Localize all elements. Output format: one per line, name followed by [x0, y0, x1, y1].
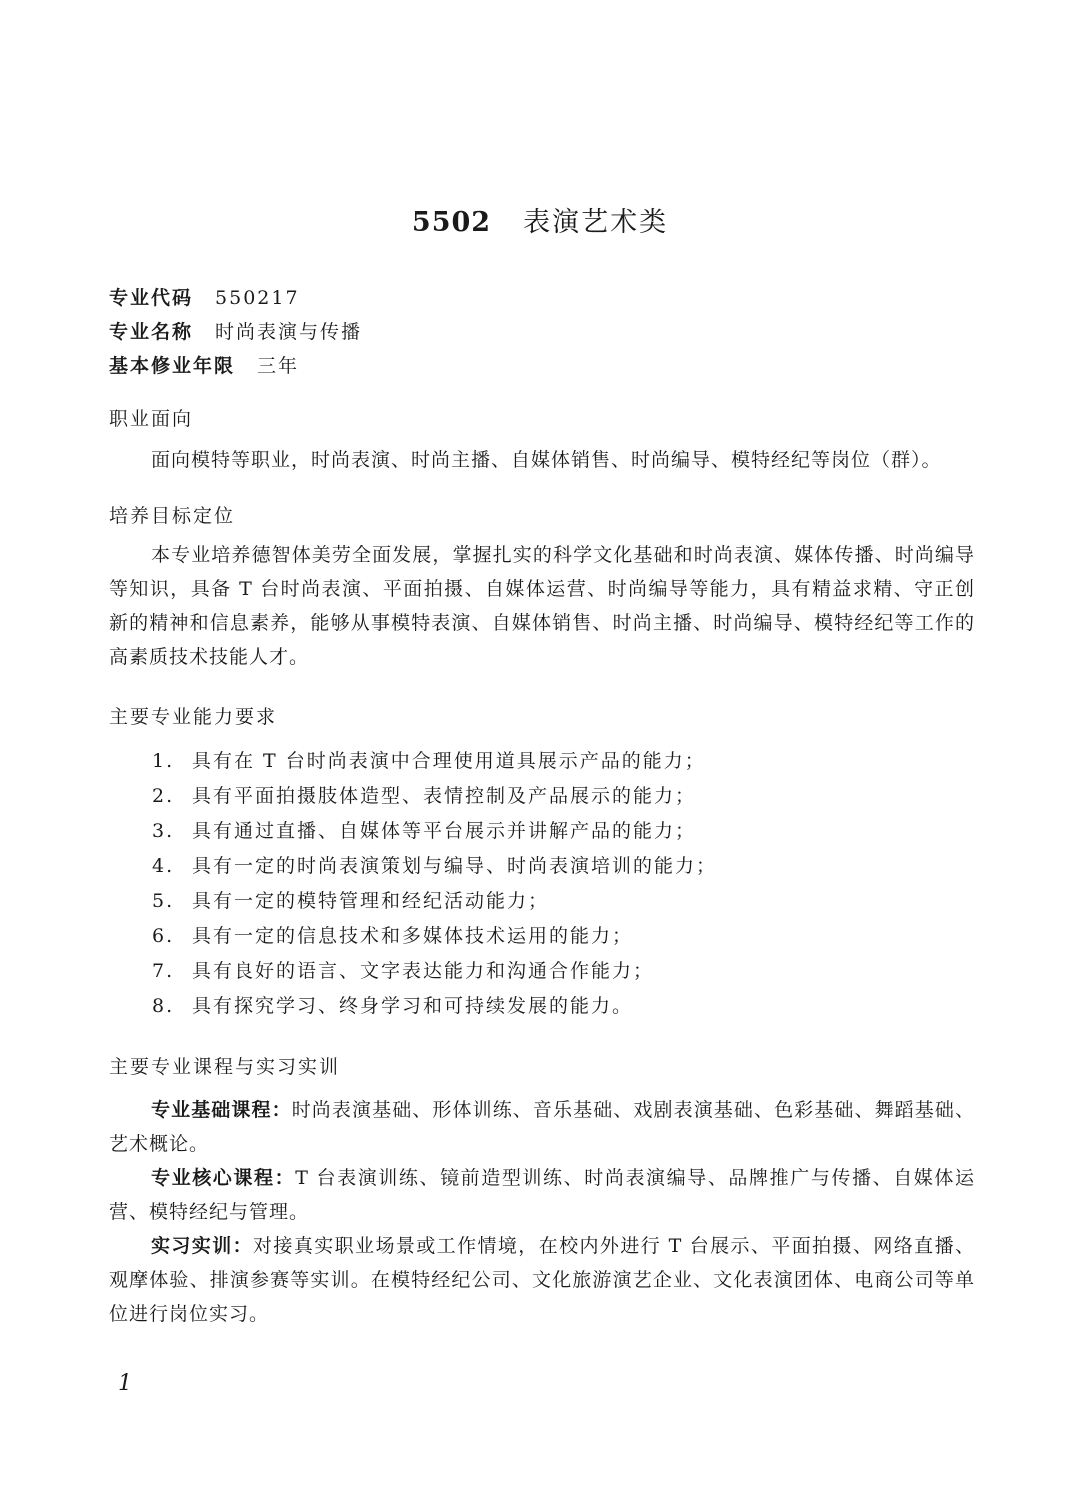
meta-major-name: 专业名称 时尚表演与传播: [109, 321, 363, 343]
goal-text: 本专业培养德智体美劳全面发展，掌握扎实的科学文化基础和时尚表演、媒体传播、时尚编导等知识，具备 T 台时尚表演、平面拍摄、自媒体运营、时尚编导等能力，具有精益求精、守正创新的精神和信息素养，能够从事模特表演、自媒体销售、时尚主播、时尚编导、模特经纪等工作的高素质技术技能人才。: [109, 544, 975, 668]
page-title: [0, 200, 1080, 239]
core-courses: 专业核心课程：T 台表演训练、镜前造型训练、时尚表演编导、品牌推广与传播、自媒体运营、模特经纪与管理。: [109, 1167, 975, 1223]
category-name: 表演艺术类: [523, 207, 669, 238]
ability-item: 3. 具有通过直播、自媒体等平台展示并讲解产品的能力；: [152, 820, 697, 842]
practice-training: 实习实训：对接真实职业场景或工作情境，在校内外进行 T 台展示、平面拍摄、网络直播、观摩体验、排演参赛等实训。在模特经纪公司、文化旅游演艺企业、文化表演团体、电商公司等单位进行岗位实习。: [109, 1235, 975, 1325]
ability-item: 2. 具有平面拍摄肢体造型、表情控制及产品展示的能力；: [152, 785, 697, 807]
meta-study-years: 基本修业年限 三年: [109, 355, 300, 377]
ability-item: 8. 具有探究学习、终身学习和可持续发展的能力。: [152, 995, 634, 1017]
section-heading-career: 职业面向: [109, 408, 194, 430]
ability-item: 7. 具有良好的语言、文字表达能力和沟通合作能力；: [152, 960, 655, 982]
ability-item: 1. 具有在 T 台时尚表演中合理使用道具展示产品的能力；: [152, 750, 706, 772]
section-heading-goal: 培养目标定位: [109, 505, 236, 527]
career-text: 面向模特等职业，时尚表演、时尚主播、自媒体销售、时尚编导、模特经纪等岗位（群）。: [151, 449, 942, 471]
ability-item: 6. 具有一定的信息技术和多媒体技术运用的能力；: [152, 925, 634, 947]
section-heading-courses: 主要专业课程与实习实训: [109, 1056, 341, 1078]
ability-item: 5. 具有一定的模特管理和经纪活动能力；: [152, 890, 550, 912]
ability-item: 4. 具有一定的时尚表演策划与编导、时尚表演培训的能力；: [152, 855, 718, 877]
category-code: 5502: [411, 207, 492, 238]
page-number: 1: [118, 1371, 132, 1396]
section-heading-abilities: 主要专业能力要求: [109, 706, 278, 728]
basic-courses: 专业基础课程：时尚表演基础、形体训练、音乐基础、戏剧表演基础、色彩基础、舞蹈基础、艺术概论。: [109, 1099, 975, 1155]
meta-major-code: 专业代码 550217: [109, 287, 300, 309]
